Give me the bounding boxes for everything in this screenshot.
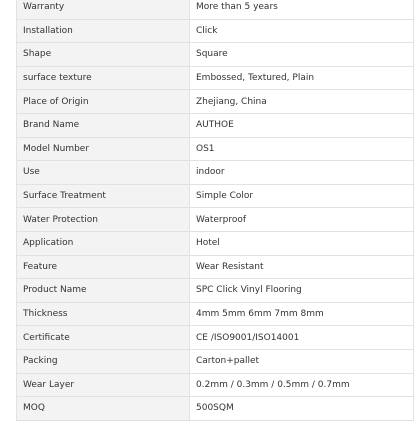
table-row	[17, 113, 414, 137]
spec-label: Place of Origin	[17, 90, 190, 114]
table-row	[17, 255, 414, 279]
spec-label: Installation	[17, 19, 190, 43]
spec-label: Feature	[17, 255, 190, 279]
spec-label: Certificate	[17, 326, 190, 350]
spec-value: Zhejiang, China	[190, 90, 414, 114]
table-row	[17, 349, 414, 373]
spec-value: CE /ISO9001/ISO14001	[190, 326, 414, 350]
spec-value: Embossed, Textured, Plain	[190, 66, 414, 90]
spec-label: Application	[17, 231, 190, 255]
spec-value: Hotel	[190, 231, 414, 255]
spec-label: Brand Name	[17, 113, 190, 137]
spec-value: Carton+pallet	[190, 349, 414, 373]
table-row	[17, 397, 414, 421]
table-row	[17, 137, 414, 161]
spec-value: OS1	[190, 137, 414, 161]
spec-value: Simple Color	[190, 184, 414, 208]
spec-value: indoor	[190, 161, 414, 185]
table-row	[17, 231, 414, 255]
spec-label: Product Name	[17, 279, 190, 303]
spec-label: Shape	[17, 43, 190, 67]
spec-label: Model Number	[17, 137, 190, 161]
spec-value: Click	[190, 19, 414, 43]
spec-value: Waterproof	[190, 208, 414, 232]
table-row	[17, 326, 414, 350]
table-row	[17, 373, 414, 397]
spec-table-body	[17, 0, 414, 420]
table-row	[17, 302, 414, 326]
spec-label: MOQ	[17, 397, 190, 421]
table-row	[17, 43, 414, 67]
spec-label: Packing	[17, 349, 190, 373]
table-row	[17, 0, 414, 19]
spec-label: surface texture	[17, 66, 190, 90]
table-row	[17, 184, 414, 208]
table-row	[17, 279, 414, 303]
spec-label: Water Protection	[17, 208, 190, 232]
table-row	[17, 208, 414, 232]
spec-value: 0.2mm / 0.3mm / 0.5mm / 0.7mm	[190, 373, 414, 397]
spec-value: SPC Click Vinyl Flooring	[190, 279, 414, 303]
spec-label: Surface Treatment	[17, 184, 190, 208]
spec-value: Square	[190, 43, 414, 67]
spec-value: AUTHOE	[190, 113, 414, 137]
product-spec-table	[16, 0, 414, 421]
table-row	[17, 161, 414, 185]
spec-label: Wear Layer	[17, 373, 190, 397]
table-row	[17, 90, 414, 114]
table-row	[17, 66, 414, 90]
spec-value: 500SQM	[190, 397, 414, 421]
spec-value: 4mm 5mm 6mm 7mm 8mm	[190, 302, 414, 326]
table-row	[17, 19, 414, 43]
spec-label: Warranty	[17, 0, 190, 19]
spec-label: Thickness	[17, 302, 190, 326]
spec-value: Wear Resistant	[190, 255, 414, 279]
spec-label: Use	[17, 161, 190, 185]
spec-value: More than 5 years	[190, 0, 414, 19]
